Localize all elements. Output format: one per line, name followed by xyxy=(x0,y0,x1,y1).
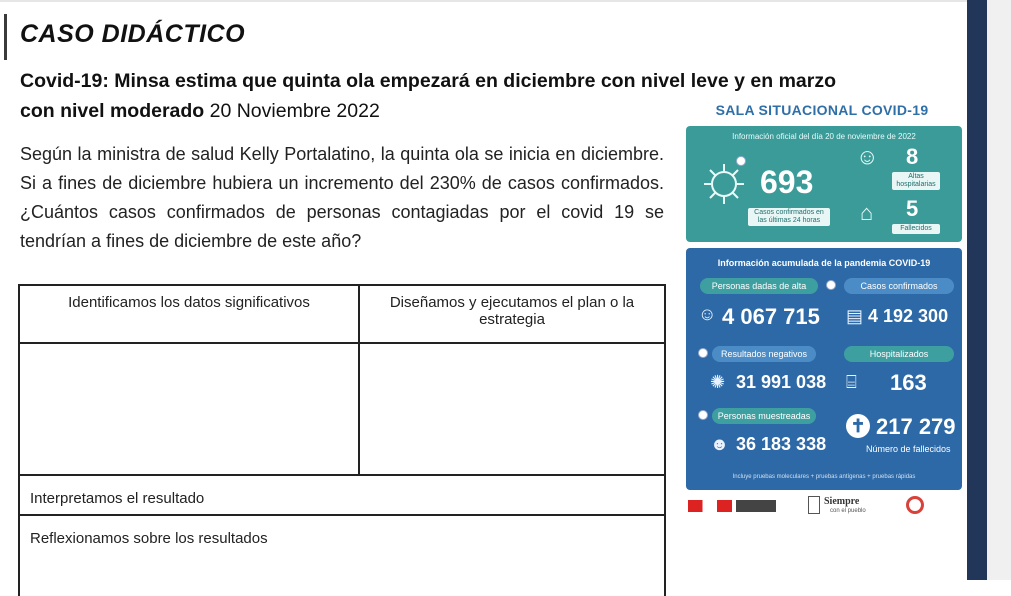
virus-icon xyxy=(702,162,746,206)
cases-24h-value: 693 xyxy=(760,164,814,200)
right-scroll-track xyxy=(967,0,987,580)
minsa-logo xyxy=(736,500,776,512)
discharges-value: 8 xyxy=(906,144,919,169)
hospitalized-value: 163 xyxy=(890,370,927,395)
deaths-total-label: Número de fallecidos xyxy=(866,444,951,454)
case-title: CASO DIDÁCTICO xyxy=(20,20,246,48)
column-icon xyxy=(808,496,820,514)
title-accent-bar xyxy=(4,14,7,60)
group-icon: ☻ xyxy=(710,434,729,454)
table-header-row xyxy=(20,286,664,344)
covid-infographic xyxy=(680,96,964,526)
bed-icon: ⌸ xyxy=(846,372,857,392)
col-header-plan: Diseñamos y ejecutamos el plan o la estrategia xyxy=(389,294,635,328)
work-table xyxy=(18,284,666,596)
sampled-value: 36 183 338 xyxy=(736,434,827,454)
confirmed-value: 4 192 300 xyxy=(868,306,949,326)
cases-24h-label: Casos confirmados en las últimas 24 horas xyxy=(748,208,830,226)
interpret-label: Interpretamos el resultado xyxy=(30,490,205,507)
negatives-label: Resultados negativos xyxy=(712,346,816,362)
answer-cell-plan[interactable] xyxy=(360,344,664,474)
right-margin xyxy=(987,0,1011,580)
footnote: Incluye pruebas moleculares + pruebas antígenas + pruebas rápidas xyxy=(732,474,916,480)
accumulated-panel xyxy=(686,248,962,490)
document-icon: ▤ xyxy=(846,306,864,326)
discharged-value: 4 067 715 xyxy=(722,304,820,329)
hospitalized-label: Hospitalizados xyxy=(844,346,954,362)
negatives-value: 31 991 038 xyxy=(736,372,827,392)
discharged-label: Personas dadas de alta xyxy=(700,278,818,294)
daily-header: Información oficial del día 20 de noviembre de 2022 xyxy=(732,132,916,141)
daily-panel xyxy=(686,126,962,242)
sampled-label: Personas muestreadas xyxy=(712,408,816,424)
problem-paragraph: Según la ministra de salud Kelly Portalatino, la quinta ola se inicia en diciembre. Si a fines de diciembre hubiera un incremento del 230% de casos confirmados. ¿Cuántos casos confirmados de personas contagiadas por el covid 19 se tendrían a fines de diciembre de este año? xyxy=(20,144,664,251)
hospital-bed-icon: ⌂ xyxy=(860,200,874,225)
headline-text: Covid-19: Minsa estima que quinta ola empezará en diciembre con nivel leve y en marzo con nivel moderado xyxy=(20,70,837,122)
confirmed-label: Casos confirmados xyxy=(844,278,954,294)
deaths-daily-value: 5 xyxy=(906,196,919,221)
table-row-interpret xyxy=(20,476,664,516)
virus-small-icon: ✺ xyxy=(710,372,726,392)
deaths-daily-label: Fallecidos xyxy=(892,224,940,234)
bicentenario-logo-icon xyxy=(906,496,924,514)
answer-cell-data[interactable] xyxy=(20,344,360,474)
people-icon: ☺ xyxy=(698,304,717,324)
infographic-title: SALA SITUACIONAL COVID-19 xyxy=(715,102,929,118)
deaths-total-value: 217 279 xyxy=(876,414,956,439)
cross-icon: ✝ xyxy=(846,414,870,438)
footer-brand-sub: con el pueblo xyxy=(830,508,866,514)
info-dot-icon xyxy=(698,410,708,420)
accum-header: Información acumulada de la pandemia COVID-19 xyxy=(717,258,931,268)
infographic-footer xyxy=(680,492,964,524)
top-rule xyxy=(0,0,1011,2)
headline-date: 20 Noviembre 2022 xyxy=(204,100,380,122)
table-answer-row xyxy=(20,344,664,476)
reflect-label: Reflexionamos sobre los resultados xyxy=(30,530,268,547)
info-dot-icon xyxy=(826,280,836,290)
footer-brand: Siempre xyxy=(824,496,860,507)
discharges-label: Altas hospitalarias xyxy=(892,172,940,190)
peru-flag-icon xyxy=(688,500,732,512)
col-header-data: Identificamos los datos significativos xyxy=(20,286,360,342)
info-dot-icon xyxy=(698,348,708,358)
table-row-reflect xyxy=(20,516,664,596)
people-icon: ☺ xyxy=(856,144,879,169)
